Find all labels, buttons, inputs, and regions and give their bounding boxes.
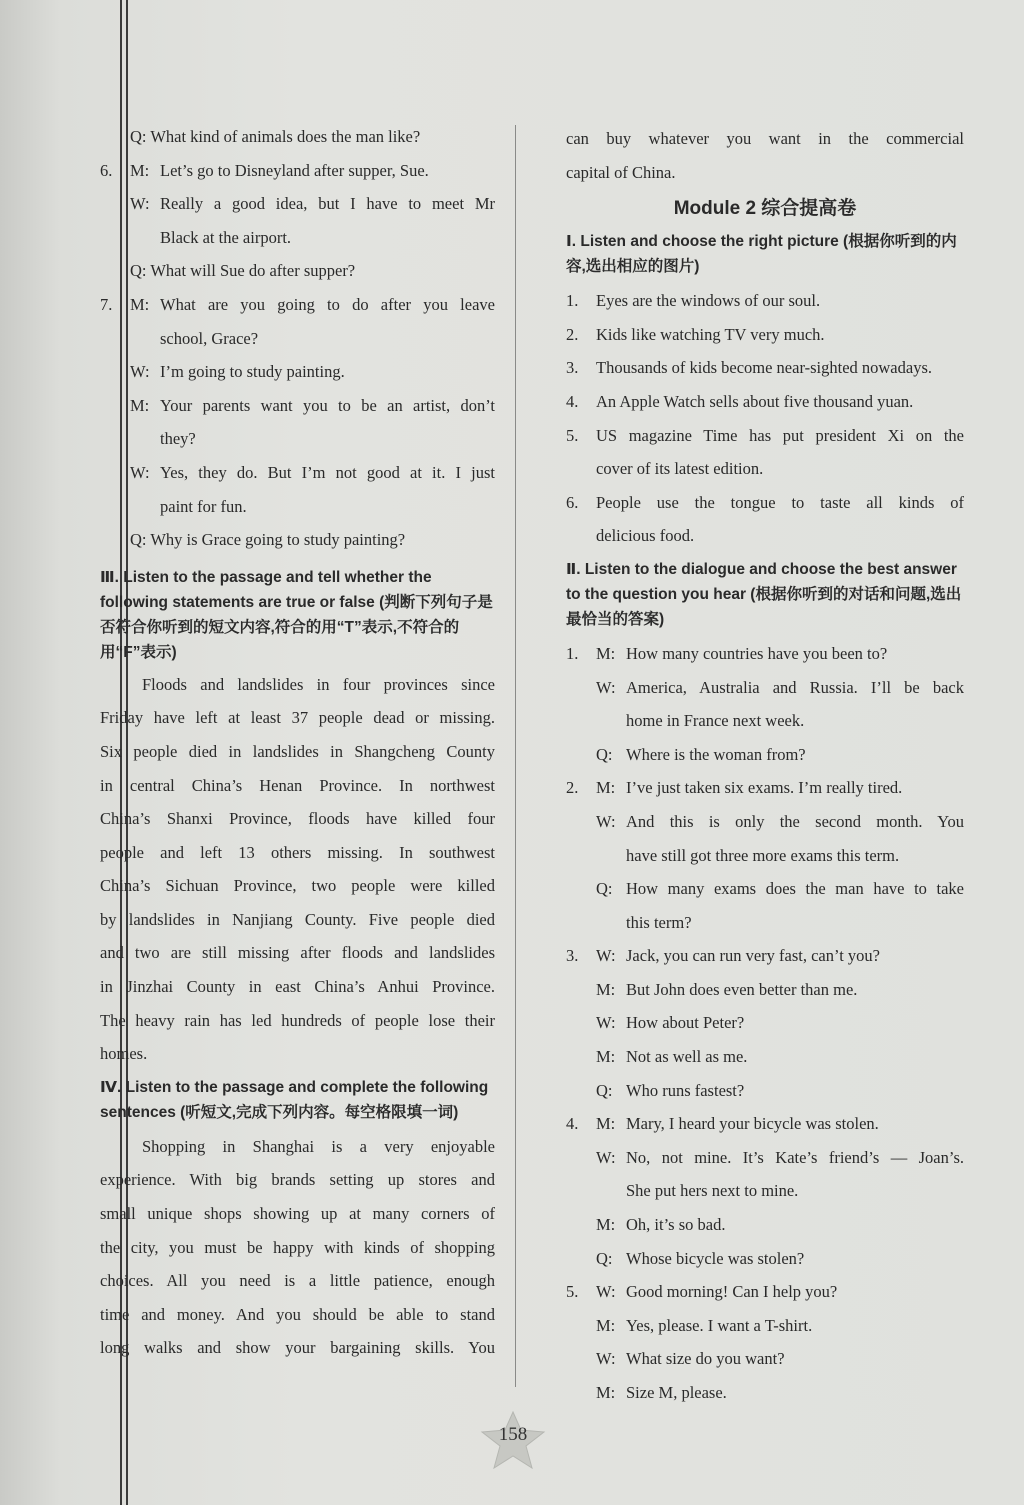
dialogue-text: No, not mine. It’s Kate’s friend’s — Joan’s.	[626, 1147, 964, 1167]
speaker-label: M:	[596, 1047, 616, 1067]
item-number: 5.	[566, 425, 579, 445]
dialogue-line	[566, 839, 964, 873]
item-text-cont: cover of its latest edition.	[596, 459, 764, 479]
dialogue-line	[566, 1242, 964, 1276]
list-item	[566, 284, 964, 318]
item-number: 4.	[566, 1114, 579, 1134]
dialogue-line	[566, 1006, 964, 1040]
item-number: 6.	[566, 492, 579, 512]
dialogue-text: America, Australia and Russia. I’ll be back	[626, 677, 964, 697]
passage-line: and two are still missing after floods and landslides	[100, 943, 495, 963]
page-number-badge	[478, 1410, 548, 1470]
speaker-label: M:	[596, 1383, 616, 1402]
dialogue-text: have still got three more exams this term.	[626, 845, 900, 865]
item-number: 1.	[566, 643, 579, 663]
speaker-label: M:	[596, 778, 616, 798]
item-number: 1.	[566, 291, 579, 311]
dialogue-text: How about Peter?	[626, 1013, 745, 1033]
dialogue-line: M: Your parents want you to be an artist, don’t	[130, 395, 495, 415]
text-line: can buy whatever you want in the commercial	[566, 129, 964, 148]
passage-line: in Jinzhai County in east China’s Anhui Province.	[100, 977, 495, 997]
passage-line: long walks and show your bargaining skills. You	[100, 1338, 495, 1358]
speaker-label: W:	[596, 1282, 616, 1302]
dialogue-line	[566, 704, 964, 738]
speaker-label: M:	[596, 1114, 616, 1134]
dialogue-line	[566, 1174, 964, 1208]
dialogue-line: 7. M: What are you going to do after you leave	[100, 294, 495, 314]
list-item	[566, 419, 964, 453]
speaker-label: W:	[596, 1013, 616, 1033]
dialogue-text: But John does even better than me.	[626, 979, 858, 999]
section-1-items	[566, 284, 964, 553]
passage-line: Six people died in landslides in Shangcheng County	[100, 741, 495, 761]
dialogue-line: 6. M: Let’s go to Disneyland after supper, Sue.	[100, 160, 429, 180]
speaker-label: W:	[596, 1349, 616, 1369]
dialogue-line	[566, 872, 964, 906]
dialogue-line	[566, 1309, 964, 1343]
list-item	[566, 385, 964, 419]
dialogue-text: Mary, I heard your bicycle was stolen.	[626, 1114, 879, 1134]
dialogue-text: She put hers next to mine.	[626, 1181, 799, 1201]
dialogue-line	[566, 1074, 964, 1108]
item-text: An Apple Watch sells about five thousand yuan.	[596, 391, 914, 411]
dialogue-text: Jack, you can run very fast, can’t you?	[626, 946, 880, 966]
dialogue-line	[566, 671, 964, 705]
module-title: Module 2 综合提高卷	[673, 198, 857, 220]
dialogue-text: How many exams does the man have to take	[626, 879, 964, 899]
dialogue-text: I’ve just taken six exams. I’m really tired.	[626, 778, 903, 798]
dialogue-line	[566, 738, 964, 772]
dialogue-text: Who runs fastest?	[626, 1080, 745, 1100]
dialogue-text: Where is the woman from?	[626, 744, 806, 764]
dialogue-text: And this is only the second month. You	[626, 811, 964, 831]
list-item	[566, 318, 964, 352]
item-text-cont: delicious food.	[596, 526, 695, 546]
text-line: school, Grace?	[160, 328, 259, 348]
text-line: Q: Why is Grace going to study painting?	[130, 530, 406, 550]
dialogue-text: Size M, please.	[626, 1383, 727, 1402]
item-text: People use the tongue to taste all kinds of	[596, 492, 964, 512]
dialogue-line: W: Yes, they do. But I’m not good at it. I just	[130, 462, 495, 482]
text-line: Q: What will Sue do after supper?	[130, 261, 356, 281]
dialogue-text: Good morning! Can I help you?	[626, 1282, 838, 1302]
column-divider	[515, 125, 516, 1387]
passage-line: China’s Sichuan Province, two people were killed	[100, 876, 495, 896]
dialogue-text: How many countries have you been to?	[626, 643, 888, 663]
dialogue-line: W: Really a good idea, but I have to meet Mr	[130, 194, 495, 214]
dialogue-text: What size do you want?	[626, 1349, 785, 1369]
speaker-label: W:	[596, 946, 616, 966]
section-3-title: Ⅲ. Listen to the passage and tell whether the following statements are true or false (判断下列句子是否符合你听到的短文内容,符合的用“T”表示,不符合的用“F”表示)	[100, 568, 493, 661]
item-text: Kids like watching TV very much.	[596, 324, 825, 344]
passage-line: The heavy rain has led hundreds of people lose their	[100, 1010, 495, 1030]
dialogue-text: Yes, please. I want a T-shirt.	[626, 1315, 813, 1335]
passage-line: the city, you must be happy with kinds of shopping	[100, 1237, 495, 1257]
dialogue-text: this term?	[626, 912, 692, 932]
speaker-label: Q:	[596, 1080, 613, 1100]
speaker-label: W:	[596, 677, 616, 697]
passage-line: Shopping in Shanghai is a very enjoyable	[142, 1136, 495, 1156]
item-number: 5.	[566, 1282, 579, 1302]
dialogue-text: Whose bicycle was stolen?	[626, 1248, 805, 1268]
item-number: 2.	[566, 324, 579, 344]
item-text: Eyes are the windows of our soul.	[596, 291, 821, 311]
passage-line: Floods and landslides in four provinces since	[142, 674, 495, 694]
passage-line: in central China’s Henan Province. In northwest	[100, 775, 495, 795]
item-number: 2.	[566, 778, 579, 798]
speaker-label: M:	[596, 1315, 616, 1335]
speaker-label: M:	[596, 1215, 616, 1235]
speaker-label: W:	[596, 811, 616, 831]
dialogue-line	[566, 906, 964, 940]
text-line: paint for fun.	[160, 496, 247, 516]
item-text: Thousands of kids become near-sighted nowadays.	[596, 358, 933, 378]
dialogue-line	[566, 1376, 964, 1410]
speaker-label: W:	[596, 1147, 616, 1167]
dialogue-line	[566, 1208, 964, 1242]
speaker-label: Q:	[596, 744, 613, 764]
speaker-label: M:	[596, 979, 616, 999]
dialogue-line	[566, 1141, 964, 1175]
passage-line: China’s Shanxi Province, floods have killed four	[100, 809, 495, 829]
dialogue-line	[566, 637, 964, 671]
passage-line: homes.	[100, 1044, 148, 1064]
dialogue-line	[566, 805, 964, 839]
dialogue-line	[566, 973, 964, 1007]
speaker-label: Q:	[596, 879, 613, 899]
item-number: 3.	[566, 946, 579, 966]
dialogue-text: Not as well as me.	[626, 1047, 748, 1067]
speaker-label: Q:	[596, 1248, 613, 1268]
text-line: capital of China.	[566, 162, 676, 182]
dialogue-line: W: I’m going to study painting.	[130, 362, 345, 382]
item-number: 3.	[566, 358, 579, 378]
list-item	[566, 351, 964, 385]
left-column	[100, 120, 495, 1365]
passage-line: small unique shops showing up at many corners of	[100, 1204, 495, 1224]
page-number: 158	[498, 1424, 528, 1445]
section-4-title: Ⅳ. Listen to the passage and complete the following sentences (听短文,完成下列内容。每空格限填一词)	[100, 1078, 489, 1121]
passage-line: time and money. And you should be able to stand	[100, 1304, 495, 1324]
dialogue-line	[566, 939, 964, 973]
text-line: Black at the airport.	[160, 227, 292, 247]
passage-line: choices. All you need is a little patience, enough	[100, 1271, 495, 1291]
section-3-passage	[100, 668, 495, 1071]
dialogue-line	[566, 1107, 964, 1141]
list-item	[566, 486, 964, 520]
section-2-title: Ⅱ. Listen to the dialogue and choose the best answer to the question you hear (根据你听到的对话和问题,选出最恰当的答案)	[566, 560, 962, 628]
dialogue-text: home in France next week.	[626, 711, 805, 731]
passage-line: people and left 13 others missing. In southwest	[100, 842, 495, 862]
dialogue-text: Oh, it’s so bad.	[626, 1215, 726, 1235]
passage-line: experience. With big brands setting up stores and	[100, 1170, 495, 1190]
item-number: 4.	[566, 391, 579, 411]
text-line: they?	[160, 429, 196, 449]
dialogue-line	[566, 1275, 964, 1309]
passage-line: by landslides in Nanjiang County. Five people died	[100, 909, 495, 929]
section-2-dialogues	[566, 637, 964, 1410]
section-4-passage	[100, 1130, 495, 1365]
dialogue-line	[566, 771, 964, 805]
section-1-title: Ⅰ. Listen and choose the right picture (根据你听到的内容,选出相应的图片)	[566, 233, 957, 276]
item-text: US magazine Time has put president Xi on the	[596, 425, 964, 445]
right-column	[566, 120, 964, 1410]
text-line: Q: What kind of animals does the man like?	[130, 127, 421, 146]
speaker-label: M:	[596, 643, 616, 663]
passage-line: Friday have left at least 37 people dead or missing.	[100, 708, 495, 728]
dialogue-line	[566, 1040, 964, 1074]
dialogue-line	[566, 1342, 964, 1376]
